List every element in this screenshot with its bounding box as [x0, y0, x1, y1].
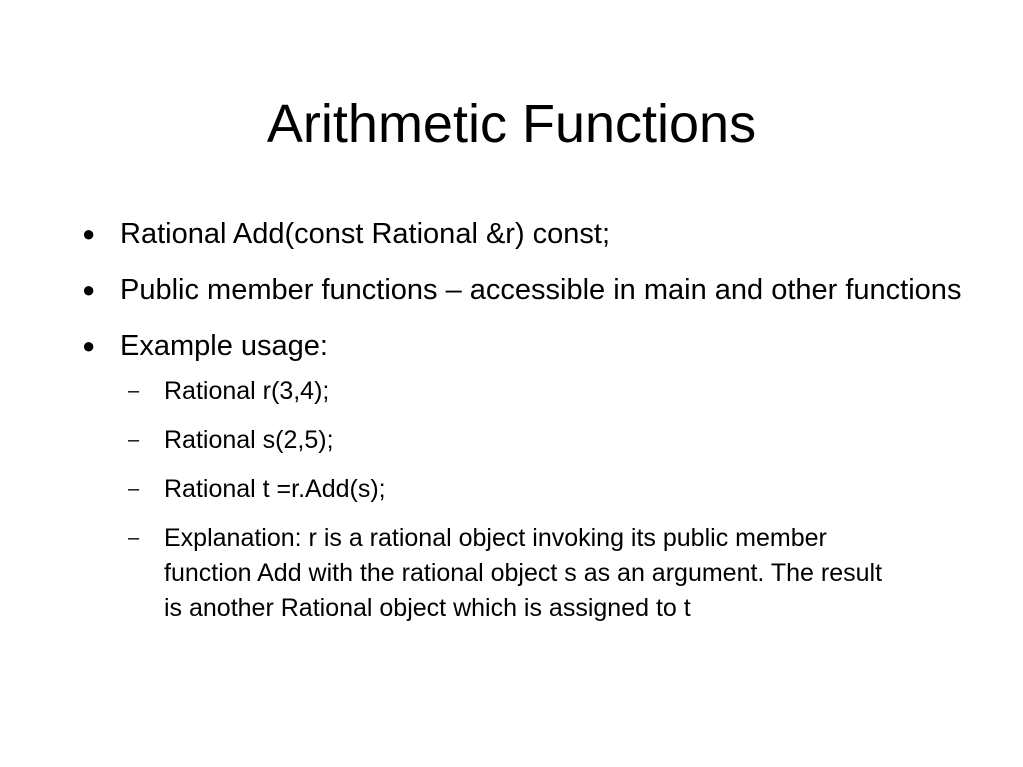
sub-bullet-text: Explanation: r is a rational object invoking its public member function Add with the rational object s as an argument. The result is another Rational object which is assigned to t [164, 524, 883, 622]
bullet-item [82, 270, 962, 310]
bullet-text: Example usage: [120, 330, 328, 362]
bullet-list [82, 214, 962, 642]
sub-bullet-text: Rational t =r.Add(s); [164, 475, 386, 503]
bullet-text: Public member functions – accessible in main and other functions [120, 274, 962, 306]
dash-icon: – [128, 380, 140, 402]
bullet-text: Rational Add(const Rational &r) const; [120, 218, 611, 250]
sub-bullet-item [128, 472, 904, 507]
bullet-item [82, 214, 962, 254]
bullet-dot-icon: ● [82, 221, 96, 246]
dash-icon: – [128, 478, 140, 500]
sub-bullet-text: Rational r(3,4); [164, 377, 330, 405]
sub-bullet-list [120, 374, 962, 626]
sub-bullet-item [128, 423, 904, 458]
bullet-dot-icon: ● [82, 333, 96, 358]
dash-icon: – [128, 527, 140, 549]
slide-title: Arithmetic Functions [266, 94, 757, 154]
bullet-dot-icon: ● [82, 277, 96, 302]
sub-bullet-item [128, 521, 904, 626]
sub-bullet-text: Rational s(2,5); [164, 426, 334, 454]
sub-bullet-item [128, 374, 904, 409]
bullet-item [82, 326, 962, 626]
dash-icon: – [128, 429, 140, 451]
